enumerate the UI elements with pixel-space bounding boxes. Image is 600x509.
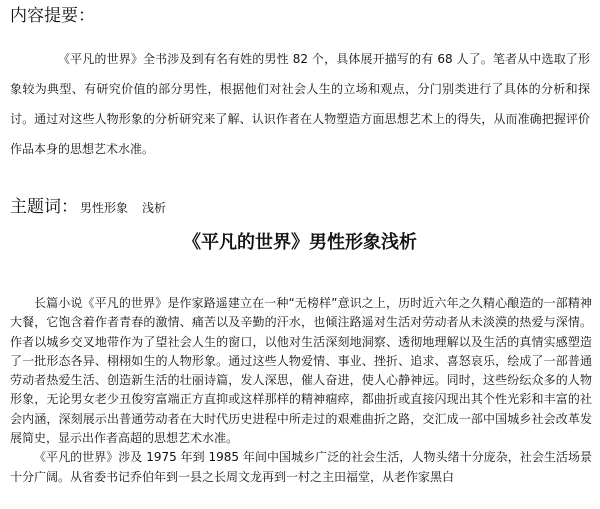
body-paragraph: 《平凡的世界》涉及 1975 年到 1985 年间中国城乡广泛的社会生活，人物头绪十分庞杂，社会生活场景十分广阔。从省委书记乔伯年到一县之长周文龙再到一村之主田福堂，从老作家黑白 [10,450,592,484]
keywords-line [10,197,166,218]
body-text [10,294,592,487]
body-paragraph: 长篇小说《平凡的世界》是作家路遥建立在一种“无榜样”意识之上，历时近六年之久精心酿造的一部精神大餐，它饱含着作者青春的激情、痛苦以及辛勤的汗水，也倾注路遥对生活对劳动者从未淡漠的热爱与深情。作者以城乡交叉地带作为了望社会人生的窗口，以他对生活深刻地洞察、透彻地理解以及生活的真情实感塑造了一批形态各异、栩栩如生的人物形象。通过这些人物爱情、事业、挫折、追求、喜怒哀乐，绘成了一部普通劳动者热爱生活、创造新生活的壮丽诗篇，发人深思，催人奋进，使人心静神远。同时，这些纷纭众多的人物形象，无论男女老少丑俊穷富端正方直抑或这样那样的精神痼瘁，都曲折或直接闪现出其个性光彩和丰富的社会内涵，深刻展示出普通劳动者在大时代历史进程中所走过的艰难曲折之路，交汇成一部中国城乡社会改革发展简史，显示出作者高超的思想艺术水准。 [10,296,592,446]
abstract-paragraph: 《平凡的世界》全书涉及到有名有姓的男性 82 个，具体展开描写的有 68 人了。笔者从中选取了形象较为典型、有研究价值的部分男性，根据他们对社会人生的立场和观点，分门别类进行了具体的分析和探讨。通过对这些人物形象的分析研究来了解、认识作者在人物塑造方面思想艺术上的得失，从而准确把握评价作品本身的思想艺术水准。 [10,52,590,156]
document-title: 《平凡的世界》男性形象浅析 [183,232,417,253]
abstract-heading: 内容提要： [10,6,95,26]
keyword-item: 男性形象 [80,201,129,215]
keyword-item: 浅析 [142,201,167,215]
keywords-label: 主题词： [10,197,78,217]
